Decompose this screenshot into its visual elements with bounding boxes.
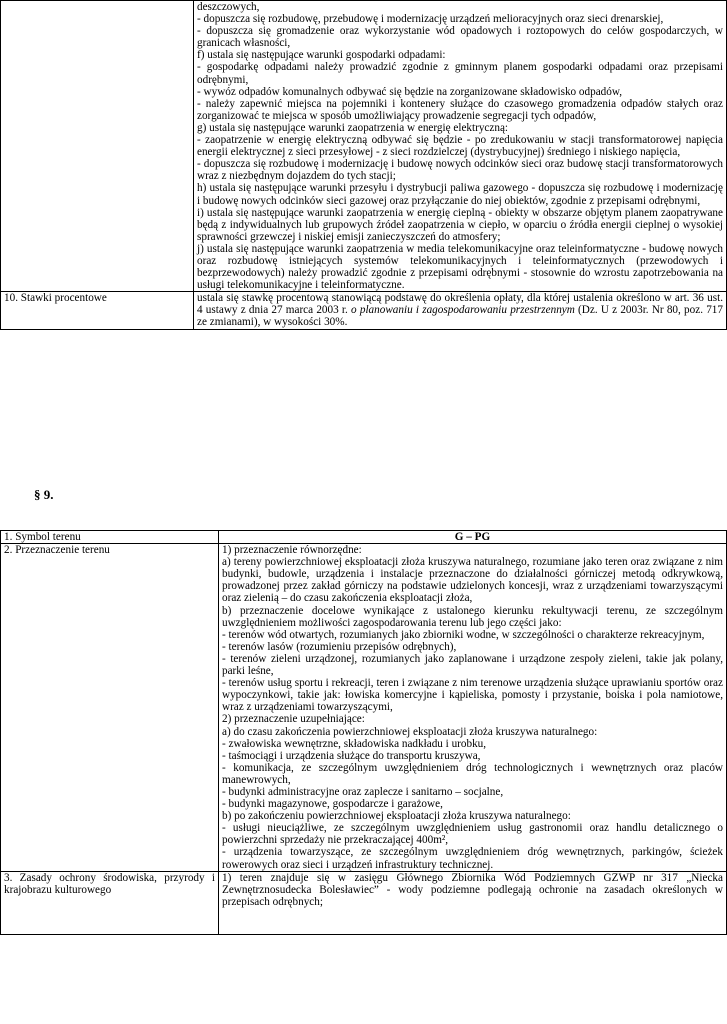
text-line: - wywóz odpadów komunalnych odbywać się będzie na zorganizowane składowisko odpadów, [197, 85, 623, 98]
text-line: - komunikacja, ze szczególnym uwzględnieniem dróg technologicznych i wewnętrznych oraz placów manewrowych, [222, 761, 723, 786]
text-line: - terenów lasów (rozumieniu przepisów odrębnych), [222, 640, 457, 653]
symbol-value: G – PG [219, 531, 727, 544]
text-line: - budynki magazynowe, gospodarcze i garażowe, [222, 798, 443, 811]
row-label: 3. Zasady ochrony środowiska, przyrody i krajobrazu kulturowego [1, 871, 219, 934]
text-line: b) po zakończeniu powierzchniowej eksploatacji złoża kruszywa naturalnego: [222, 810, 571, 823]
text-line: 1) przeznaczenie równorzędne: [222, 544, 362, 557]
text-line: - dopuszcza się gromadzenie oraz wykorzystanie wód opadowych i roztopowych do celów gospodarczych, w granicach własności, [197, 25, 723, 50]
text-line: - zaopatrzenie w energię elektryczną odbywać się będzie - po zredukowaniu w stacji transformatorowej napięcia energii elektrycznej z sieci przesyłowej - z sieci rozdzielczej (dystrybucyjnej) średniego i niskiego napięcia, [197, 134, 723, 159]
environment-lines [222, 872, 723, 934]
table-row-environment [1, 871, 727, 934]
text-line: - taśmociągi i urządzenia służące do transportu kruszywa, [222, 749, 481, 762]
table-row-purpose [1, 544, 727, 872]
environment-cell [219, 871, 727, 934]
text-line: 1) teren znajduje się w zasięgu Głównego Zbiornika Wód Podziemnych GZWP nr 317 „Niecka Zewnętrznosudecka Bolesławiec” - wody podziemne podlegają ochronie na zasadach określonych w przepisach odrębnych; [222, 871, 723, 908]
text-line: - dopuszcza się rozbudowę, przebudowę i modernizację urządzeń melioracyjnych oraz sieci drenarskiej, [197, 13, 664, 26]
percentage-rate-text: ustala się stawkę procentową stanowiącą podstawę do określenia opłaty, dla której ustalenia określono w art. 36 ust. 4 ustawy z dnia 27 marca 2003 r. o planowaniu i zagospodarowaniu przestrzennym (Dz. U z 2003r. Nr 80, poz. 717 ze zmianami), w wysokości 30%. [197, 292, 723, 329]
infrastructure-cell [194, 1, 727, 292]
plan-table-g-pg [0, 530, 727, 935]
percentage-rate-cell [194, 292, 727, 329]
text-line: f) ustala się następujące warunki gospodarki odpadami: [197, 49, 446, 62]
text-line: - zwałowiska wewnętrzne, składowiska nadkładu i urobku, [222, 737, 487, 750]
text-line: h) ustala się następujące warunki przesyłu i dystrybucji paliwa gazowego - dopuszcza się rozbudowę i modernizację i budowę nowych odcinków sieci gazowej oraz przyłączanie do niej obiektów, zgodnie z przepisami odrębnymi, [197, 182, 723, 207]
text-line: - dopuszcza się rozbudowę i modernizację i budowę nowych odcinków sieci oraz budowę stacji transformatorowych wraz z niezbędnym dojazdem do tych stacji; [197, 158, 723, 183]
row-label: 1. Symbol terenu [1, 531, 219, 544]
section-heading: § 9. [34, 487, 54, 502]
text-line: - terenów usług sportu i rekreacji, teren i związane z nim terenowe urządzenia służące uprawianiu sportów oraz wypoczynkowi, takie jak: łowiska komercyjne i kąpieliska, pomosty i przystanie, boiska i pola namiotowe, wraz z urządzeniami towarzyszącymi, [222, 677, 723, 714]
text-line: a) tereny powierzchniowej eksploatacji złoża kruszywa naturalnego, rozumiane jako teren oraz związane z nim budynki, budowle, urządzenia i instalacje przeznaczone do działalności górniczej metodą odkrywkową, prowadzonej przez zakład górniczy na podstawie udzielonych koncesji, wraz z urządzeniami towarzyszącymi oraz zielenią – do czasu zakończenia eksploatacji złoża, [222, 556, 723, 605]
table-row-percentage-rate [1, 292, 727, 329]
row-label-empty [1, 1, 194, 292]
purpose-lines [222, 544, 723, 871]
text-line: - usługi nieuciążliwe, ze szczególnym uwzględnieniem usług gastronomii oraz handlu detalicznego o powierzchni sprzedaży nie przekraczającej 400m², [222, 822, 723, 847]
text-line: a) do czasu zakończenia powierzchniowej eksploatacji złoża kruszywa naturalnego: [222, 725, 598, 738]
text-line: 2) przeznaczenie uzupełniające: [222, 713, 365, 726]
text-line: - gospodarkę odpadami należy prowadzić zgodnie z gminnym planem gospodarki odpadami oraz przepisami odrębnymi, [197, 61, 723, 86]
purpose-cell [219, 544, 727, 872]
text-line: - należy zapewnić miejsca na pojemniki i kontenery służące do czasowego gromadzenia odpadów stałych oraz zorganizować te miejsca w sposób umożliwiający prowadzenie segregacji tych odpadów, [197, 97, 723, 122]
text-line: g) ustala się następujące warunki zaopatrzenia w energię elektryczną: [197, 121, 509, 134]
plan-table-continued [0, 0, 727, 330]
text-line: - terenów wód otwartych, rozumianych jako zbiorniki wodne, w szczególności o charakterze rekreacyjnym, [222, 628, 705, 641]
text-line: i) ustala się następujące warunki zaopatrzenia w energię cieplną - obiekty w obszarze objętym planem zaopatrywane będą z indywidualnych lub grupowych źródeł zaopatrzenia w ciepło, w oparciu o źródła energii cieplnej o wysokiej sprawności grzewczej i niskiej emisji zanieczyszczeń do atmosfery; [197, 206, 723, 243]
table-row-infrastructure [1, 1, 727, 292]
row-label: 2. Przeznaczenie terenu [1, 544, 219, 872]
text-line: b) przeznaczenie docelowe wynikające z ustalonego kierunku rekultywacji terenu, ze szczególnym uwzględnieniem możliwości zagospodarowania terenu lub jego części jako: [222, 604, 723, 629]
row-label: 10. Stawki procentowe [1, 292, 194, 329]
text-line: j) ustala się następujące warunki zaopatrzenia w media telekomunikacyjne oraz teleinformatyczne - budowę nowych oraz rozbudowę istniejących systemów telekomunikacyjnych i teleinformatycznych (przewodowych i bezprzewodowych) należy prowadzić zgodnie z przepisami odrębnymi - stosownie do wzrostu zapotrzebowania na usługi telekomunikacyjne i teleinformatyczne. [197, 242, 723, 292]
text-line: - terenów zieleni urządzonej, rozumianych jako zaplanowane i urządzone zespoły zieleni, takie jak polany, parki leśne, [222, 652, 723, 678]
text-line: deszczowych, [197, 1, 260, 13]
text-line: - urządzenia towarzyszące, ze szczególnym uwzględnieniem dróg wewnętrznych, parkingów, ścieżek rowerowych oraz sieci i urządzeń infrastruktury technicznej. [222, 846, 723, 871]
infrastructure-lines [197, 1, 723, 291]
table-row-symbol [1, 531, 727, 544]
text-line: - budynki administracyjne oraz zaplecze i sanitarno – socjalne, [222, 785, 504, 798]
